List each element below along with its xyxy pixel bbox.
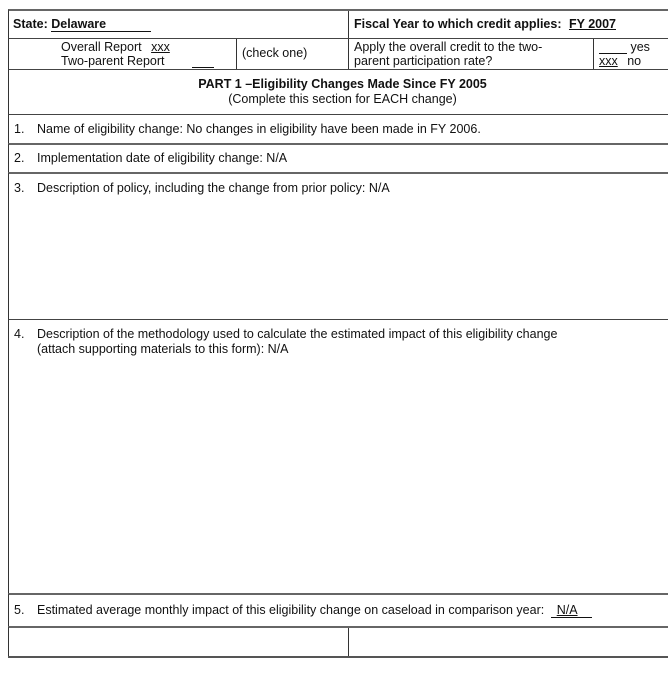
apply-credit-answers — [593, 39, 668, 69]
overall-report-label: Overall Report — [61, 40, 142, 54]
part1-header — [8, 69, 668, 114]
check-one-label: (check one) — [242, 46, 308, 60]
item-4-text[interactable] — [37, 327, 557, 357]
state-label: State: — [13, 17, 48, 31]
item-5-text — [37, 603, 592, 618]
item-3-row — [8, 172, 668, 319]
item-1-text[interactable]: Name of eligibility change: No changes in eligibility have been made in FY 2006. — [37, 122, 481, 136]
part1-title: PART 1 –Eligibility Changes Made Since FY 2005 — [198, 77, 487, 91]
signature-right-cell[interactable] — [348, 628, 668, 656]
yes-mark[interactable] — [599, 42, 627, 54]
item-1-number: 1. — [14, 122, 25, 136]
overall-report-option[interactable] — [61, 40, 236, 54]
part1-subtitle: (Complete this section for EACH change) — [228, 92, 457, 106]
no-mark[interactable]: xxx — [599, 54, 618, 68]
item-3-number: 3. — [14, 181, 25, 195]
item-1-row — [8, 114, 668, 143]
item-4-line2: (attach supporting materials to this form): N/A — [37, 342, 289, 356]
signature-row — [8, 626, 668, 656]
no-option[interactable] — [599, 54, 668, 68]
item-2-row — [8, 143, 668, 172]
item-5-number: 5. — [14, 603, 25, 617]
item-4-number: 4. — [14, 327, 25, 341]
item-4-line1: Description of the methodology used to calculate the estimated impact of this eligibility change — [37, 327, 558, 341]
item-2-text[interactable]: Implementation date of eligibility change: N/A — [37, 151, 288, 165]
item-5-row — [8, 593, 668, 626]
check-one-cell — [236, 39, 348, 69]
item-2-number: 2. — [14, 151, 25, 165]
item-5-value-text: N/A — [556, 603, 578, 617]
item-3-text[interactable]: Description of policy, including the change from prior policy: N/A — [37, 181, 390, 195]
item-5-value[interactable] — [551, 603, 592, 618]
two-parent-report-option[interactable] — [61, 54, 236, 68]
fiscal-year-field — [348, 11, 668, 38]
apply-credit-question-line1: Apply the overall credit to the two- — [354, 40, 543, 54]
item-4-row — [8, 319, 668, 593]
yes-option[interactable] — [599, 40, 668, 54]
yes-label: yes — [630, 40, 650, 54]
apply-credit-question — [348, 39, 593, 69]
report-type-options — [61, 40, 236, 69]
no-label: no — [627, 54, 642, 68]
fiscal-year-label: Fiscal Year to which credit applies: — [354, 17, 562, 31]
report-type-row — [8, 38, 668, 69]
overall-report-mark[interactable]: xxx — [151, 40, 170, 54]
eligibility-form — [8, 9, 668, 659]
form-bottom-border — [8, 656, 668, 659]
two-parent-report-mark[interactable] — [192, 56, 214, 68]
apply-credit-question-line2: parent participation rate? — [354, 54, 493, 68]
fiscal-year-value[interactable]: FY 2007 — [568, 17, 616, 31]
two-parent-report-label: Two-parent Report — [61, 54, 165, 68]
item-5-label: Estimated average monthly impact of this eligibility change on caseload in comparison year: — [37, 603, 545, 617]
state-field — [13, 17, 151, 38]
header-row — [8, 9, 668, 38]
signature-left-cell[interactable] — [9, 628, 348, 656]
state-value[interactable]: Delaware — [51, 17, 151, 32]
